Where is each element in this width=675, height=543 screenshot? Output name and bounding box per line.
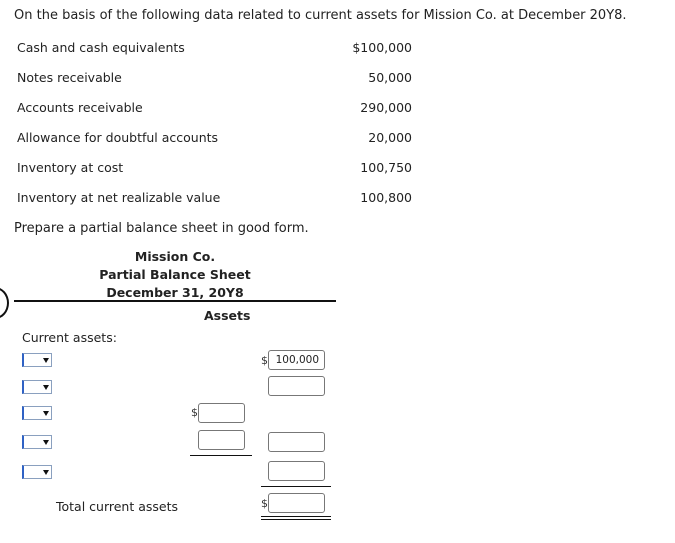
data-row-label: Notes receivable — [17, 70, 122, 85]
currency-symbol: $ — [261, 354, 268, 367]
data-row-label: Allowance for doubtful accounts — [17, 130, 219, 145]
chevron-down-icon — [43, 440, 49, 445]
account-select[interactable] — [22, 465, 52, 479]
data-row-value: 100,800 — [360, 190, 412, 205]
chevron-down-icon — [43, 470, 49, 475]
statement-date: December 31, 20Y8 — [106, 285, 244, 300]
current-assets-label: Current assets: — [22, 330, 117, 345]
amount-input[interactable] — [198, 403, 245, 423]
amount-input[interactable] — [268, 461, 325, 481]
data-row-value: 100,750 — [360, 160, 412, 175]
intro-text: On the basis of the following data related to current assets for Mission Co. at December 20Y8. — [14, 8, 627, 23]
data-row-label: Cash and cash equivalents — [17, 40, 185, 55]
statement-title: Partial Balance Sheet — [99, 267, 251, 282]
amount-input[interactable]: 100,000 — [268, 350, 325, 370]
currency-symbol: $ — [191, 406, 198, 419]
currency-symbol: $ — [261, 497, 268, 510]
data-row-value: $100,000 — [352, 40, 412, 55]
section-heading: Assets — [204, 308, 251, 323]
amount-input[interactable] — [268, 432, 325, 452]
account-select[interactable] — [22, 380, 52, 394]
data-row-label: Inventory at net realizable value — [17, 190, 221, 205]
total-input[interactable] — [268, 493, 325, 513]
chevron-down-icon — [43, 358, 49, 363]
amount-input[interactable] — [268, 376, 325, 396]
subtotal-rule — [190, 455, 252, 456]
double-rule — [261, 516, 331, 517]
chevron-down-icon — [43, 385, 49, 390]
data-row-value: 290,000 — [360, 100, 412, 115]
data-row-value: 50,000 — [368, 70, 412, 85]
left-edge-arc — [0, 287, 9, 319]
double-rule — [261, 519, 331, 520]
data-row-value: 20,000 — [368, 130, 412, 145]
account-select[interactable] — [22, 406, 52, 420]
subtotal-rule — [261, 486, 331, 487]
data-row-label: Accounts receivable — [17, 100, 143, 115]
account-select[interactable] — [22, 353, 52, 367]
header-rule — [14, 300, 336, 302]
total-current-assets-label: Total current assets — [56, 499, 179, 514]
instruction-text: Prepare a partial balance sheet in good form. — [14, 221, 309, 236]
chevron-down-icon — [43, 411, 49, 416]
data-row-label: Inventory at cost — [17, 160, 124, 175]
account-select[interactable] — [22, 435, 52, 449]
amount-input[interactable] — [198, 430, 245, 450]
company-name: Mission Co. — [134, 249, 216, 264]
